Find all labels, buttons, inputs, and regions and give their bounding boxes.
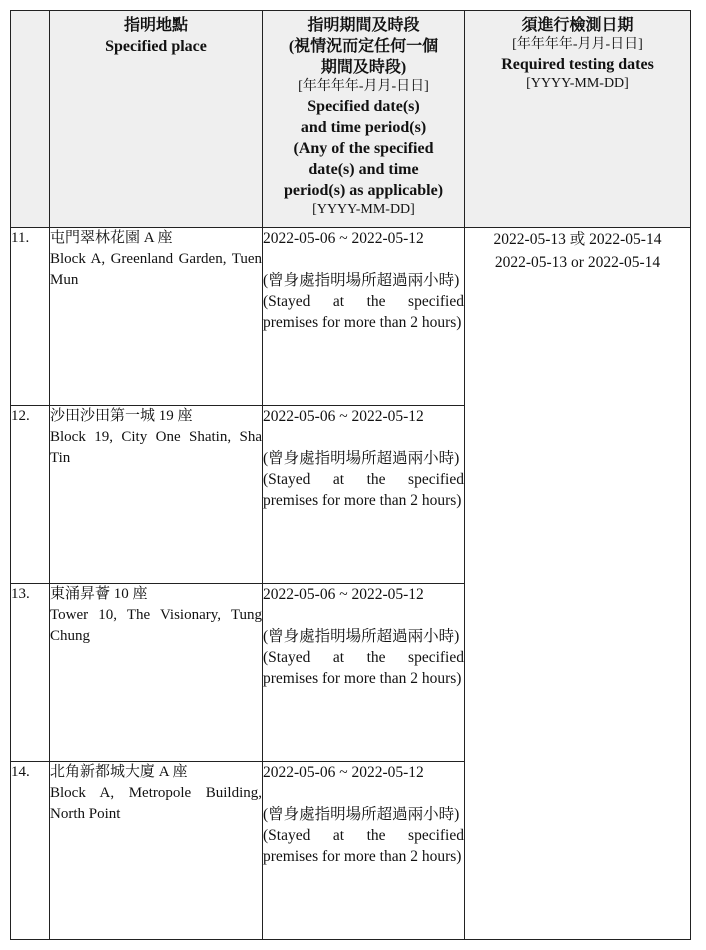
row-number: 13.	[11, 584, 50, 762]
header-place-en: Specified place	[105, 38, 207, 55]
header-period-en-1: Specified date(s)	[307, 98, 420, 115]
header-required-zh: 須進行檢測日期	[521, 17, 634, 34]
required-dates-en: 2022-05-13 or 2022-05-14	[494, 254, 661, 271]
header-required-cell	[465, 11, 691, 228]
header-required-format-en: [YYYY-MM-DD]	[526, 76, 629, 91]
row-number: 11.	[11, 228, 50, 406]
period-note-en: (Stayed at the specified premises for more than 2 hours)	[263, 471, 464, 509]
period-note-en: (Stayed at the specified premises for more than 2 hours)	[263, 827, 464, 865]
period-note-zh: (曾身處指明場所超過兩小時)	[263, 628, 460, 645]
period-range: 2022-05-06 ~ 2022-05-12	[263, 408, 424, 425]
header-period-format-zh: [年年年年-月月-日日]	[298, 79, 429, 94]
period-cell	[263, 762, 465, 940]
place-en: Block A, Greenland Garden, Tuen Mun	[50, 251, 262, 288]
testing-notice-table	[10, 10, 691, 940]
header-period-format-en: [YYYY-MM-DD]	[312, 202, 415, 217]
period-note-en: (Stayed at the specified premises for more than 2 hours)	[263, 649, 464, 687]
required-dates-cell	[465, 228, 691, 940]
place-zh: 東涌昇薈 10 座	[50, 586, 148, 602]
period-range: 2022-05-06 ~ 2022-05-12	[263, 764, 424, 781]
place-cell	[50, 762, 263, 940]
period-note-zh: (曾身處指明場所超過兩小時)	[263, 450, 460, 467]
header-period-zh-2: (視情況而定任何一個	[288, 38, 439, 55]
header-period-en-4: date(s) and time	[308, 161, 419, 178]
header-required-en: Required testing dates	[501, 56, 654, 73]
header-period-en-5: period(s) as applicable)	[283, 182, 444, 199]
place-en: Tower 10, The Visionary, Tung Chung	[50, 607, 262, 644]
required-dates-zh: 2022-05-13 或 2022-05-14	[493, 231, 662, 248]
period-note-zh: (曾身處指明場所超過兩小時)	[263, 272, 460, 289]
header-period-zh-1: 指明期間及時段	[307, 17, 420, 34]
header-period-en-2: and time period(s)	[300, 119, 427, 136]
row-number: 12.	[11, 406, 50, 584]
header-place-zh: 指明地點	[123, 17, 188, 34]
period-cell	[263, 406, 465, 584]
place-zh: 北角新都城大廈 A 座	[50, 764, 188, 780]
header-row	[11, 11, 691, 228]
header-period-en-3: (Any of the specified	[293, 140, 434, 157]
header-place-cell	[50, 11, 263, 228]
table-row	[11, 228, 691, 406]
place-en: Block A, Metropole Building, North Point	[50, 785, 262, 822]
period-cell	[263, 584, 465, 762]
place-cell	[50, 584, 263, 762]
period-range: 2022-05-06 ~ 2022-05-12	[263, 230, 424, 247]
period-range: 2022-05-06 ~ 2022-05-12	[263, 586, 424, 603]
place-zh: 沙田沙田第一城 19 座	[50, 408, 193, 424]
header-number-cell	[11, 11, 50, 228]
place-cell	[50, 228, 263, 406]
period-note-en: (Stayed at the specified premises for more than 2 hours)	[263, 293, 464, 331]
place-cell	[50, 406, 263, 584]
place-en: Block 19, City One Shatin, Sha Tin	[50, 429, 262, 466]
period-note-zh: (曾身處指明場所超過兩小時)	[263, 806, 460, 823]
header-period-cell	[263, 11, 465, 228]
header-period-zh-3: 期間及時段)	[320, 59, 407, 76]
place-zh: 屯門翠林花園 A 座	[50, 230, 173, 246]
period-cell	[263, 228, 465, 406]
header-required-format-zh: [年年年年-月月-日日]	[512, 37, 643, 52]
row-number: 14.	[11, 762, 50, 940]
